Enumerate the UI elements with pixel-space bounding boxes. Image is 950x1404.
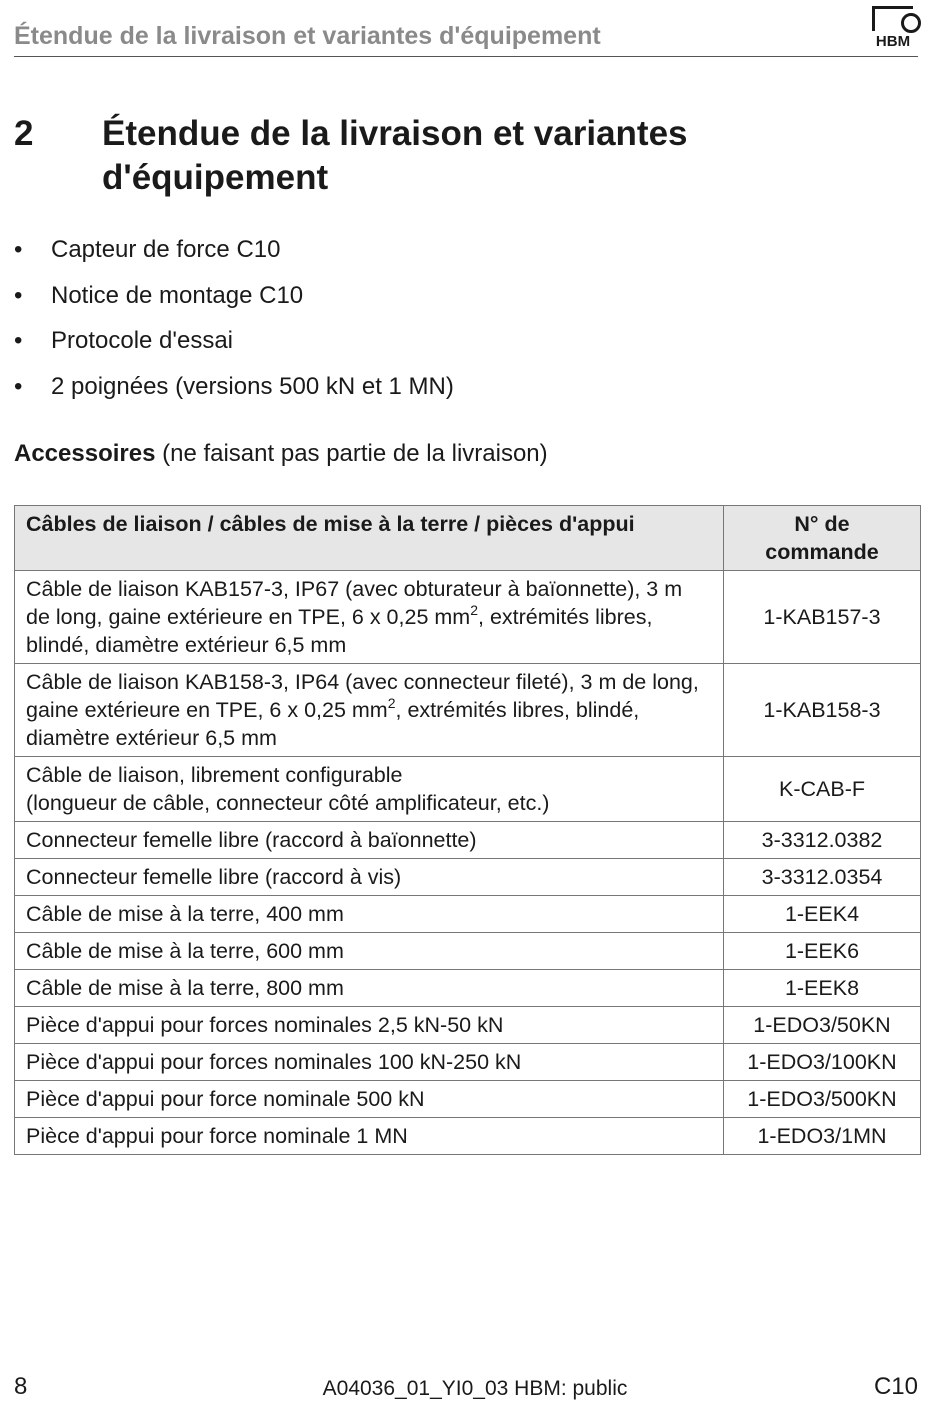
chapter-number: 2 (14, 114, 34, 153)
header-order-number: N° de commande (724, 506, 921, 571)
table-row (15, 571, 921, 664)
row-order-number: 1-KAB158-3 (724, 664, 921, 757)
row-order-number: 3-3312.0354 (724, 859, 921, 896)
row-order-number: 1-EDO3/100KN (724, 1044, 921, 1081)
chapter-title: Étendue de la livraison et variantes d'équipement (102, 114, 688, 197)
table-row (15, 664, 921, 757)
table-row (15, 970, 921, 1007)
row-description: Câble de mise à la terre, 800 mm (15, 970, 724, 1007)
table-row (15, 859, 921, 896)
delivery-list (14, 230, 454, 412)
row-order-number: 1-EEK6 (724, 933, 921, 970)
row-description: Pièce d'appui pour forces nominales 100 kN-250 kN (15, 1044, 724, 1081)
running-title: Étendue de la livraison et variantes d'équipement (14, 22, 601, 50)
row-description: Connecteur femelle libre (raccord à vis) (15, 859, 724, 896)
row-order-number: 1-EDO3/500KN (724, 1081, 921, 1118)
running-header (14, 18, 918, 57)
row-description: Câble de mise à la terre, 600 mm (15, 933, 724, 970)
accessories-bold: Accessoires (14, 440, 156, 467)
list-item: • 2 poignées (versions 500 kN et 1 MN) (14, 367, 454, 413)
hbm-logo-text: HBM (875, 33, 911, 50)
table-row (15, 896, 921, 933)
list-item: • Notice de montage C10 (14, 276, 454, 322)
row-description: Pièce d'appui pour force nominale 500 kN (15, 1081, 724, 1118)
row-description: Câble de mise à la terre, 400 mm (15, 896, 724, 933)
page-number: 8 (14, 1373, 28, 1400)
accessories-note: (ne faisant pas partie de la livraison) (155, 440, 548, 467)
row-order-number: 1-KAB157-3 (724, 571, 921, 664)
row-order-number: 1-EEK8 (724, 970, 921, 1007)
row-order-number: 1-EDO3/50KN (724, 1007, 921, 1044)
row-description: Câble de liaison, librement configurable (longueur de câble, connecteur côté amplificateur, etc.) (15, 757, 724, 822)
table-header-row (15, 506, 921, 571)
row-order-number: 1-EEK4 (724, 896, 921, 933)
row-description: Pièce d'appui pour forces nominales 2,5 kN-50 kN (15, 1007, 724, 1044)
hbm-logo (868, 6, 918, 50)
row-order-number: 1-EDO3/1MN (724, 1118, 921, 1155)
row-description: Pièce d'appui pour force nominale 1 MN (15, 1118, 724, 1155)
header-description: Câbles de liaison / câbles de mise à la terre / pièces d'appui (15, 506, 724, 571)
row-description: Câble de liaison KAB158-3, IP64 (avec connecteur fileté), 3 m de long, gaine extérieure en TPE, 6 x 0,25 $mm^2$, extrémités libres, blindé, diamètre extérieur 6,5 mm (15, 664, 724, 757)
table-row (15, 933, 921, 970)
row-order-number: K-CAB-F (724, 757, 921, 822)
accessories-table (14, 505, 921, 1155)
list-item: • Capteur de force C10 (14, 230, 454, 276)
table-row (15, 1081, 921, 1118)
list-item: • Protocole d'essai (14, 321, 454, 367)
accessories-heading (14, 436, 548, 472)
row-description: Câble de liaison KAB157-3, IP67 (avec obturateur à baïonnette), 3 m de long, gaine extérieure en TPE, 6 x 0,25 $mm^2$, extrémités libres, blindé, diamètre extérieur 6,5 mm (15, 571, 724, 664)
row-order-number: 3-3312.0382 (724, 822, 921, 859)
product-name: C10 (873, 1373, 918, 1400)
table-row (15, 757, 921, 822)
table-row (15, 1118, 921, 1155)
table-row (15, 1044, 921, 1081)
table-row (15, 1007, 921, 1044)
table-row (15, 822, 921, 859)
row-description: Connecteur femelle libre (raccord à baïonnette) (15, 822, 724, 859)
document-id: A04036_01_YI0_03 HBM: public (322, 1377, 628, 1400)
hbm-logo-mark (872, 6, 913, 31)
